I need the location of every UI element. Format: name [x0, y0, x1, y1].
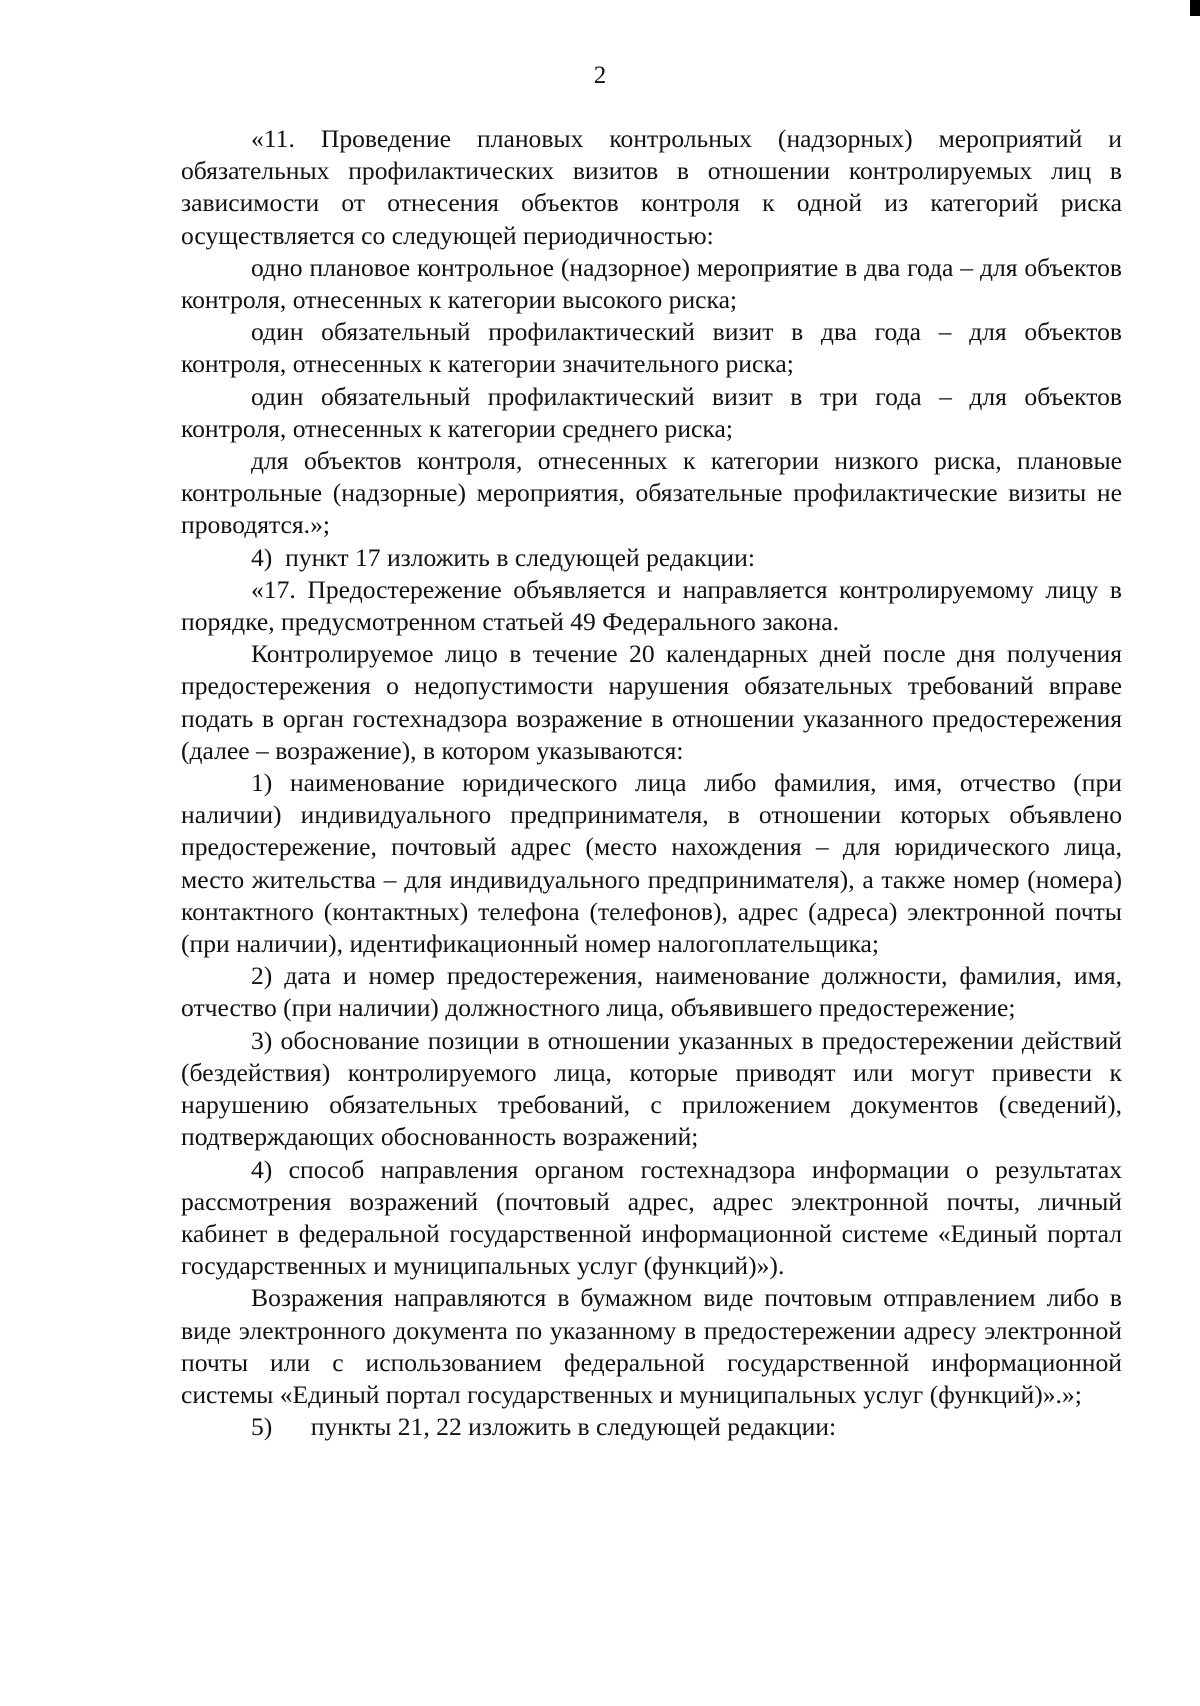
paragraph-high-risk: одно плановое контрольное (надзорное) мероприятие в два года – для объектов контроля, отнесенных к категории высокого риска; [181, 252, 1122, 315]
scan-corner-mark [1190, 0, 1200, 16]
paragraph-objection-point-4: 4) способ направления органом гостехнадзора информации о результатах рассмотрения возражений (почтовый адрес, адрес электронной почты, личный кабинет в федеральной государственной информационной системе «Единый портал государственных и муниципальных услуг (функций)»). [181, 1154, 1122, 1281]
paragraph-medium-risk: один обязательный профилактический визит в три года – для объектов контроля, отнесенных к категории среднего риска; [181, 381, 1122, 443]
paragraph-objection-point-3: 3) обоснование позиции в отношении указанных в предостережении действий (бездействия) контролируемого лица, которые приводят или могут привести к нарушению обязательных требований, с приложением документов (сведений), подтверждающих обоснованность возражений; [181, 1025, 1122, 1152]
page-number: 2 [593, 62, 607, 89]
paragraph-objection-delivery: Возражения направляются в бумажном виде почтовым отправлением либо в виде электронного документа по указанному в предостережении адресу электронной почты или с использованием федеральной государственной информационной системы «Единый портал государственных и муниципальных услуг (функций)».»; [181, 1283, 1122, 1409]
paragraph-objection-right: Контролируемое лицо в течение 20 календарных дней после дня получения предостережения о недопустимости нарушения обязательных требований вправе подать в орган гостехнадзора возражение в отношении указанного предостережения (далее – возражение), в котором указываются: [181, 639, 1122, 765]
paragraph-amend-items-21-22: 5) пункты 21, 22 изложить в следующей редакции: [251, 1412, 837, 1442]
paragraph-item-17: «17. Предостережение объявляется и направляется контролируемому лицу в порядке, предусмотренном статьей 49 Федерального закона. [181, 574, 1122, 637]
paragraph-low-risk: для объектов контроля, отнесенных к категории низкого риска, плановые контрольные (надзорные) мероприятия, обязательные профилактические визиты не проводятся.»; [181, 446, 1122, 540]
paragraph-significant-risk: один обязательный профилактический визит в два года – для объектов контроля, отнесенных к категории значительного риска; [181, 317, 1122, 379]
paragraph-objection-point-2: 2) дата и номер предостережения, наименование должности, фамилия, имя, отчество (при наличии) должностного лица, объявившего предостережение; [181, 961, 1122, 1023]
document-body [181, 123, 1122, 1443]
paragraph-item-11: «11. Проведение плановых контрольных (надзорных) мероприятий и обязательных профилактических визитов в отношении контролируемых лиц в зависимости от отнесения объектов контроля к одной из категорий риска осуществляется со следующей периодичностью: [181, 124, 1122, 250]
paragraph-objection-point-1: 1) наименование юридического лица либо фамилия, имя, отчество (при наличии) индивидуального предпринимателя, в отношении которых объявлено предостережение, почтовый адрес (место нахождения – для юридического лица, место жительства – для индивидуального предпринимателя), а также номер (номера) контактного (контактных) телефона (телефонов), адрес (адреса) электронной почты (при наличии), идентификационный номер налогоплательщика; [181, 768, 1122, 959]
paragraph-amend-item-17: 4) пункт 17 изложить в следующей редакции: [251, 542, 755, 572]
